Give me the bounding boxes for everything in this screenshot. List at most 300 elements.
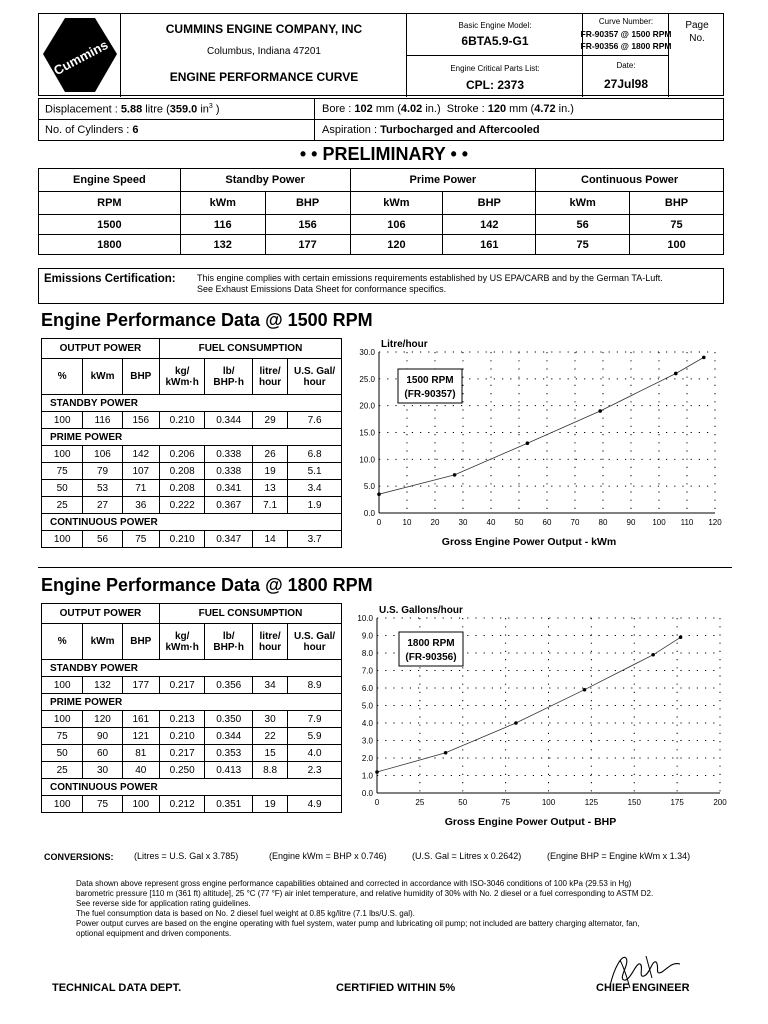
- ratings-h-continuous: Continuous Power: [536, 169, 724, 192]
- table-cell: 1800: [39, 235, 181, 255]
- y-tick-label: 0.0: [361, 789, 373, 798]
- data-point: [598, 409, 602, 413]
- table-cell: 34: [253, 677, 288, 694]
- data-point: [377, 492, 381, 496]
- ratings-h-prime: Prime Power: [350, 169, 536, 192]
- bore-label: Bore :: [322, 103, 355, 115]
- table-cell: 8.9: [288, 677, 342, 694]
- table-row: [42, 480, 342, 497]
- table-row: [42, 728, 342, 745]
- conversion-item: (Litres = U.S. Gal x 3.785): [134, 851, 239, 861]
- section-label: CONTINUOUS POWER: [42, 779, 342, 796]
- x-tick-label: 90: [626, 518, 636, 527]
- table-cell: 1500: [39, 215, 181, 235]
- table-cell: 100: [42, 446, 83, 463]
- y-tick-label: 7.0: [361, 666, 373, 676]
- table-cell: 0.347: [205, 531, 253, 548]
- x-tick-label: 0: [374, 798, 380, 807]
- ratings-sh: kWm: [180, 192, 265, 215]
- table-cell: 132: [83, 677, 122, 694]
- table-cell: 19: [253, 796, 288, 813]
- table-cell: 120: [83, 711, 122, 728]
- preliminary-banner: • • PRELIMINARY • •: [299, 144, 469, 164]
- th-lb-2: BHP·h: [213, 641, 244, 653]
- prime-section: [42, 429, 342, 446]
- x-tick-label: 100: [541, 798, 556, 807]
- aspiration: [322, 124, 540, 136]
- table-cell: 0.208: [159, 463, 205, 480]
- notes: [76, 879, 736, 939]
- data-point: [679, 635, 683, 639]
- footer-right: CHIEF ENGINEER: [596, 982, 690, 994]
- asp-label: Aspiration :: [322, 124, 381, 136]
- cylinders: [45, 124, 139, 136]
- x-tick-label: 50: [514, 518, 524, 527]
- th-gal: [288, 359, 342, 395]
- th-kwm: kWm: [83, 624, 122, 660]
- note-line: See reverse side for application rating guidelines.: [76, 899, 251, 908]
- table-cell: 7.9: [288, 711, 342, 728]
- section-divider: [38, 567, 732, 568]
- data-point: [375, 770, 379, 774]
- ratings-sh: kWm: [350, 192, 443, 215]
- table-cell: 36: [122, 497, 159, 514]
- table-cell: 75: [630, 215, 724, 235]
- th-litre-1: litre/: [259, 365, 281, 377]
- table-cell: 25: [42, 762, 83, 779]
- data-point: [514, 721, 518, 725]
- table-cell: 0.210: [159, 531, 205, 548]
- y-tick-label: 5.0: [363, 482, 375, 492]
- table-cell: 156: [122, 412, 159, 429]
- perf1800-title: Engine Performance Data @ 1800 RPM: [41, 575, 373, 595]
- displacement: [45, 103, 220, 116]
- th-kg: [159, 624, 205, 660]
- th-kwm: kWm: [83, 359, 122, 395]
- table-cell: 0.341: [205, 480, 253, 497]
- cummins-logo: [39, 14, 121, 97]
- table-cell: 75: [42, 728, 83, 745]
- table-cell: 22: [253, 728, 288, 745]
- table-row: [42, 497, 342, 514]
- emissions-text-1: This engine complies with certain emissions requirements established by US EPA/CARB and by the German TA-Luft.: [197, 273, 663, 283]
- note-line: Power output curves are based on the engine operating with fuel system, water pump and lubricating oil pump; not included are battery charging alternator, fan,: [76, 919, 640, 928]
- curve-1: FR-90357 @ 1500 RPM: [580, 29, 672, 39]
- table-cell: 3.7: [288, 531, 342, 548]
- x-tick-label: 60: [542, 518, 552, 527]
- specs-row-1: [38, 98, 724, 120]
- y-tick-label: 10.0: [357, 614, 373, 623]
- ratings-header-row: [39, 169, 724, 192]
- th-gal-2: hour: [303, 376, 326, 388]
- page-label: Page: [685, 20, 709, 31]
- table-row: [42, 677, 342, 694]
- x-tick-label: 50: [458, 798, 468, 807]
- th-pct: %: [42, 359, 83, 395]
- table-row: [42, 796, 342, 813]
- table-row: [42, 762, 342, 779]
- th-kg-1: kg/: [174, 365, 190, 377]
- note-line: optional equipment and driven components.: [76, 929, 232, 938]
- data-point: [444, 751, 448, 755]
- table-cell: 7.1: [253, 497, 288, 514]
- table-cell: 56: [83, 531, 122, 548]
- conversions-label: CONVERSIONS:: [44, 852, 114, 862]
- conversion-item: (Engine kWm = BHP x 0.746): [269, 851, 387, 861]
- data-point: [453, 473, 457, 477]
- curve-label: Curve Number:: [598, 17, 654, 26]
- table-cell: 177: [265, 235, 350, 255]
- table-cell: 106: [350, 215, 443, 235]
- table-cell: 27: [83, 497, 122, 514]
- table-cell: 14: [253, 531, 288, 548]
- section-label: CONTINUOUS POWER: [42, 514, 342, 531]
- table-cell: 79: [83, 463, 122, 480]
- company-name: CUMMINS ENGINE COMPANY, INC: [165, 22, 363, 36]
- table-cell: 0.353: [205, 745, 253, 762]
- table-cell: 106: [83, 446, 122, 463]
- x-axis-label: Gross Engine Power Output - BHP: [444, 816, 617, 828]
- table-cell: 75: [122, 531, 159, 548]
- ratings-sh: RPM: [39, 192, 181, 215]
- section-label: STANDBY POWER: [42, 395, 342, 412]
- y-tick-label: 2.0: [361, 754, 373, 763]
- displacement-in: 359.0: [169, 103, 198, 116]
- y-axis-label: Litre/hour: [381, 339, 428, 350]
- x-tick-label: 200: [713, 798, 727, 807]
- company-location: Columbus, Indiana 47201: [207, 46, 321, 57]
- table-cell: 121: [122, 728, 159, 745]
- table-cell: 30: [83, 762, 122, 779]
- specs-divider-2: [314, 120, 315, 140]
- table-cell: 0.367: [205, 497, 253, 514]
- th-fuel: FUEL CONSUMPTION: [159, 339, 341, 359]
- table-cell: 0.208: [159, 480, 205, 497]
- th-lb: [205, 624, 253, 660]
- perf1500-body: [42, 395, 342, 548]
- table-cell: 100: [42, 711, 83, 728]
- x-tick-label: 110: [680, 518, 694, 527]
- date-label: Date:: [616, 61, 636, 70]
- table-row: [42, 531, 342, 548]
- table-cell: 120: [350, 235, 443, 255]
- asp-value: Turbocharged and Aftercooled: [380, 124, 540, 136]
- table-cell: 100: [42, 677, 83, 694]
- logo-cell: [39, 14, 121, 97]
- stroke-in: 4.72: [534, 103, 556, 115]
- th-kg-2: kWm·h: [165, 641, 199, 653]
- section-label: STANDBY POWER: [42, 660, 342, 677]
- specs-row-2: [38, 119, 724, 141]
- x-tick-label: 30: [458, 518, 468, 527]
- cyl-value: 6: [132, 124, 139, 136]
- doc-title: ENGINE PERFORMANCE CURVE: [169, 70, 359, 84]
- table-cell: 29: [253, 412, 288, 429]
- table-cell: 0.338: [205, 463, 253, 480]
- legend-label: 1800 RPM: [407, 638, 455, 649]
- table-row: [42, 412, 342, 429]
- table-cell: 0.210: [159, 412, 205, 429]
- th-lb-1: lb/: [222, 365, 235, 377]
- th-gal: [288, 624, 342, 660]
- page-cell: [669, 14, 725, 97]
- th-lb-1: lb/: [222, 630, 235, 642]
- th-litre-2: hour: [258, 376, 282, 388]
- model-value: 6BTA5.9-G1: [461, 34, 529, 48]
- ratings-sh: kWm: [536, 192, 630, 215]
- table-cell: 13: [253, 480, 288, 497]
- table-cell: 161: [443, 235, 536, 255]
- data-point: [583, 688, 587, 692]
- footer-left: TECHNICAL DATA DEPT.: [52, 982, 182, 994]
- table-cell: 100: [630, 235, 724, 255]
- perf1800-table: [41, 603, 342, 813]
- table-cell: 100: [42, 796, 83, 813]
- table-cell: 40: [122, 762, 159, 779]
- table-cell: 71: [122, 480, 159, 497]
- table-cell: 0.212: [159, 796, 205, 813]
- th-gal-1: U.S. Gal/: [294, 365, 336, 377]
- ratings-body: [39, 215, 724, 255]
- table-cell: 60: [83, 745, 122, 762]
- table-row: [42, 711, 342, 728]
- data-point: [674, 372, 678, 376]
- ratings-sh: BHP: [265, 192, 350, 215]
- model-cell: [407, 14, 583, 97]
- prime-section: [42, 694, 342, 711]
- table-cell: 0.413: [205, 762, 253, 779]
- perf1500-table: [41, 338, 342, 548]
- th-kg-2: kWm·h: [165, 376, 199, 388]
- y-tick-label: 20.0: [359, 401, 375, 411]
- y-tick-label: 8.0: [361, 649, 373, 658]
- bore-in-unit: in.): [422, 103, 441, 115]
- th-pct: %: [42, 624, 83, 660]
- y-tick-label: 15.0: [359, 428, 375, 438]
- y-tick-label: 1.0: [361, 771, 373, 781]
- table-cell: 100: [122, 796, 159, 813]
- y-tick-label: 5.0: [361, 701, 373, 711]
- table-cell: 75: [42, 463, 83, 480]
- model-box: [407, 14, 583, 56]
- emissions-text-2: See Exhaust Emissions Data Sheet for conformance specifics.: [197, 284, 447, 294]
- bore-mm-unit: mm (: [372, 103, 401, 115]
- table-row: [42, 446, 342, 463]
- table-cell: 50: [42, 480, 83, 497]
- th-gal-2: hour: [303, 641, 326, 653]
- ratings-sh: BHP: [443, 192, 536, 215]
- x-tick-label: 80: [598, 518, 608, 527]
- y-tick-label: 6.0: [361, 684, 373, 693]
- emissions-label: Emissions Certification:: [44, 273, 176, 285]
- table-cell: 3.4: [288, 480, 342, 497]
- cyl-label: No. of Cylinders :: [45, 124, 133, 136]
- legend-label: 1500 RPM: [406, 375, 454, 386]
- displacement-label: Displacement :: [45, 103, 121, 116]
- cpl-label: Engine Critical Parts List:: [450, 64, 540, 73]
- ratings-row: [39, 215, 724, 235]
- footer-center: CERTIFIED WITHIN 5%: [336, 982, 456, 994]
- note-line: Data shown above represent gross engine performance capabilities obtained and corrected in accordance with ISO-3046 conditions of 100 kPa (29.53 in Hg): [76, 879, 632, 888]
- chart-1500: [340, 336, 730, 551]
- table-cell: 81: [122, 745, 159, 762]
- ratings-table: [38, 168, 724, 255]
- x-tick-label: 70: [570, 518, 580, 527]
- curve-cell: [580, 14, 672, 97]
- y-tick-label: 25.0: [359, 374, 375, 384]
- table-cell: 7.6: [288, 412, 342, 429]
- th-litre: [253, 624, 288, 660]
- perf1800-body: [42, 660, 342, 813]
- th-bhp: BHP: [122, 359, 159, 395]
- table-cell: 116: [83, 412, 122, 429]
- x-tick-label: 40: [486, 518, 496, 527]
- y-tick-label: 30.0: [359, 348, 375, 357]
- x-tick-label: 100: [652, 518, 666, 527]
- company-cell: [121, 14, 407, 97]
- x-tick-label: 75: [501, 798, 511, 807]
- stroke-mm: 120: [487, 103, 507, 115]
- table-cell: 0.213: [159, 711, 205, 728]
- table-cell: 19: [253, 463, 288, 480]
- curve-box: [580, 14, 672, 56]
- th-lb: [205, 359, 253, 395]
- legend-label: (FR-90356): [405, 652, 457, 663]
- table-cell: 156: [265, 215, 350, 235]
- table-cell: 0.351: [205, 796, 253, 813]
- stroke-in-unit: in.): [555, 103, 574, 115]
- ratings-h-standby: Standby Power: [180, 169, 350, 192]
- table-cell: 4.0: [288, 745, 342, 762]
- date-value: 27Jul98: [603, 77, 649, 91]
- displacement-sup: 3: [208, 103, 213, 110]
- page-no: No.: [689, 33, 705, 44]
- x-tick-label: 125: [584, 798, 599, 807]
- bore-stroke: [322, 103, 574, 115]
- table-cell: 107: [122, 463, 159, 480]
- table-cell: 0.222: [159, 497, 205, 514]
- table-cell: 0.217: [159, 677, 205, 694]
- ratings-subheader-row: [39, 192, 724, 215]
- table-cell: 0.344: [205, 412, 253, 429]
- table-cell: 0.338: [205, 446, 253, 463]
- x-tick-label: 175: [670, 798, 684, 807]
- th-litre-1: litre/: [259, 630, 281, 642]
- table-cell: 30: [253, 711, 288, 728]
- data-point: [702, 356, 706, 360]
- model-label: Basic Engine Model:: [458, 21, 532, 30]
- th-fuel: FUEL CONSUMPTION: [159, 604, 341, 624]
- table-row: [42, 745, 342, 762]
- x-tick-label: 150: [627, 798, 641, 807]
- note-line: barometric pressure [110 m (361 ft) altitude], 25 °C (77 °F) air inlet temperature, and relative humidity of 30% with No. 2 diesel or a fuel corresponding to ASTM D2.: [76, 889, 654, 898]
- table-cell: 75: [536, 235, 630, 255]
- stroke-label: Stroke :: [446, 103, 488, 115]
- ratings-sh: BHP: [630, 192, 724, 215]
- y-tick-label: 0.0: [363, 509, 375, 518]
- displacement-litre: 5.88: [120, 103, 143, 116]
- table-cell: 161: [122, 711, 159, 728]
- bore-in: 4.02: [400, 103, 423, 115]
- x-tick-label: 0: [376, 518, 382, 527]
- x-axis-label: Gross Engine Power Output - kWm: [441, 536, 617, 548]
- table-cell: 1.9: [288, 497, 342, 514]
- x-tick-label: 10: [402, 518, 412, 527]
- table-cell: 100: [42, 412, 83, 429]
- y-tick-label: 9.0: [361, 631, 373, 641]
- conversion-item: (U.S. Gal = Litres x 0.2642): [412, 851, 522, 861]
- y-axis-label: U.S. Gallons/hour: [379, 605, 463, 616]
- continuous-section: [42, 779, 342, 796]
- legend-label: (FR-90357): [404, 389, 456, 400]
- ratings-h-speed: Engine Speed: [39, 169, 181, 192]
- th-gal-1: U.S. Gal/: [294, 630, 336, 642]
- table-cell: 26: [253, 446, 288, 463]
- table-cell: 53: [83, 480, 122, 497]
- th-kg: [159, 359, 205, 395]
- th-litre-2: hour: [258, 641, 282, 653]
- table-cell: 0.356: [205, 677, 253, 694]
- table-cell: 56: [536, 215, 630, 235]
- logo-text: Cummins: [51, 37, 111, 79]
- table-cell: 15: [253, 745, 288, 762]
- table-cell: 25: [42, 497, 83, 514]
- table-cell: 5.9: [288, 728, 342, 745]
- continuous-section: [42, 514, 342, 531]
- x-tick-label: 20: [430, 518, 440, 527]
- signature-image: [600, 948, 690, 990]
- bore-mm: 102: [354, 103, 373, 115]
- table-cell: 0.250: [159, 762, 205, 779]
- data-point: [651, 653, 655, 657]
- x-tick-label: 25: [415, 798, 425, 807]
- table-cell: 142: [443, 215, 536, 235]
- ratings-row: [39, 235, 724, 255]
- th-output: OUTPUT POWER: [42, 339, 160, 359]
- th-litre: [253, 359, 288, 395]
- displacement-close: ): [212, 103, 220, 116]
- curve-2: FR-90356 @ 1800 RPM: [580, 41, 672, 51]
- table-cell: 75: [83, 796, 122, 813]
- table-cell: 8.8: [253, 762, 288, 779]
- th-lb-2: BHP·h: [213, 376, 244, 388]
- emissions-box: [38, 268, 724, 304]
- conversion-item: (Engine BHP = Engine kWm x 1.34): [547, 851, 691, 861]
- th-kg-1: kg/: [174, 630, 190, 642]
- stroke-mm-unit: mm (: [506, 103, 535, 115]
- x-tick-label: 120: [708, 518, 722, 527]
- table-cell: 100: [42, 531, 83, 548]
- table-cell: 0.210: [159, 728, 205, 745]
- th-bhp: BHP: [122, 624, 159, 660]
- table-cell: 142: [122, 446, 159, 463]
- th-output: OUTPUT POWER: [42, 604, 160, 624]
- table-cell: 2.3: [288, 762, 342, 779]
- displacement-litre-unit: litre (: [142, 103, 170, 116]
- table-cell: 90: [83, 728, 122, 745]
- table-cell: 4.9: [288, 796, 342, 813]
- displacement-in-unit: in: [197, 103, 209, 116]
- table-cell: 177: [122, 677, 159, 694]
- table-cell: 0.350: [205, 711, 253, 728]
- y-tick-label: 3.0: [361, 736, 373, 746]
- y-tick-label: 10.0: [359, 455, 375, 465]
- specs-divider-1: [314, 99, 315, 119]
- data-point: [526, 441, 530, 445]
- table-cell: 116: [180, 215, 265, 235]
- table-row: [42, 463, 342, 480]
- standby-section: [42, 660, 342, 677]
